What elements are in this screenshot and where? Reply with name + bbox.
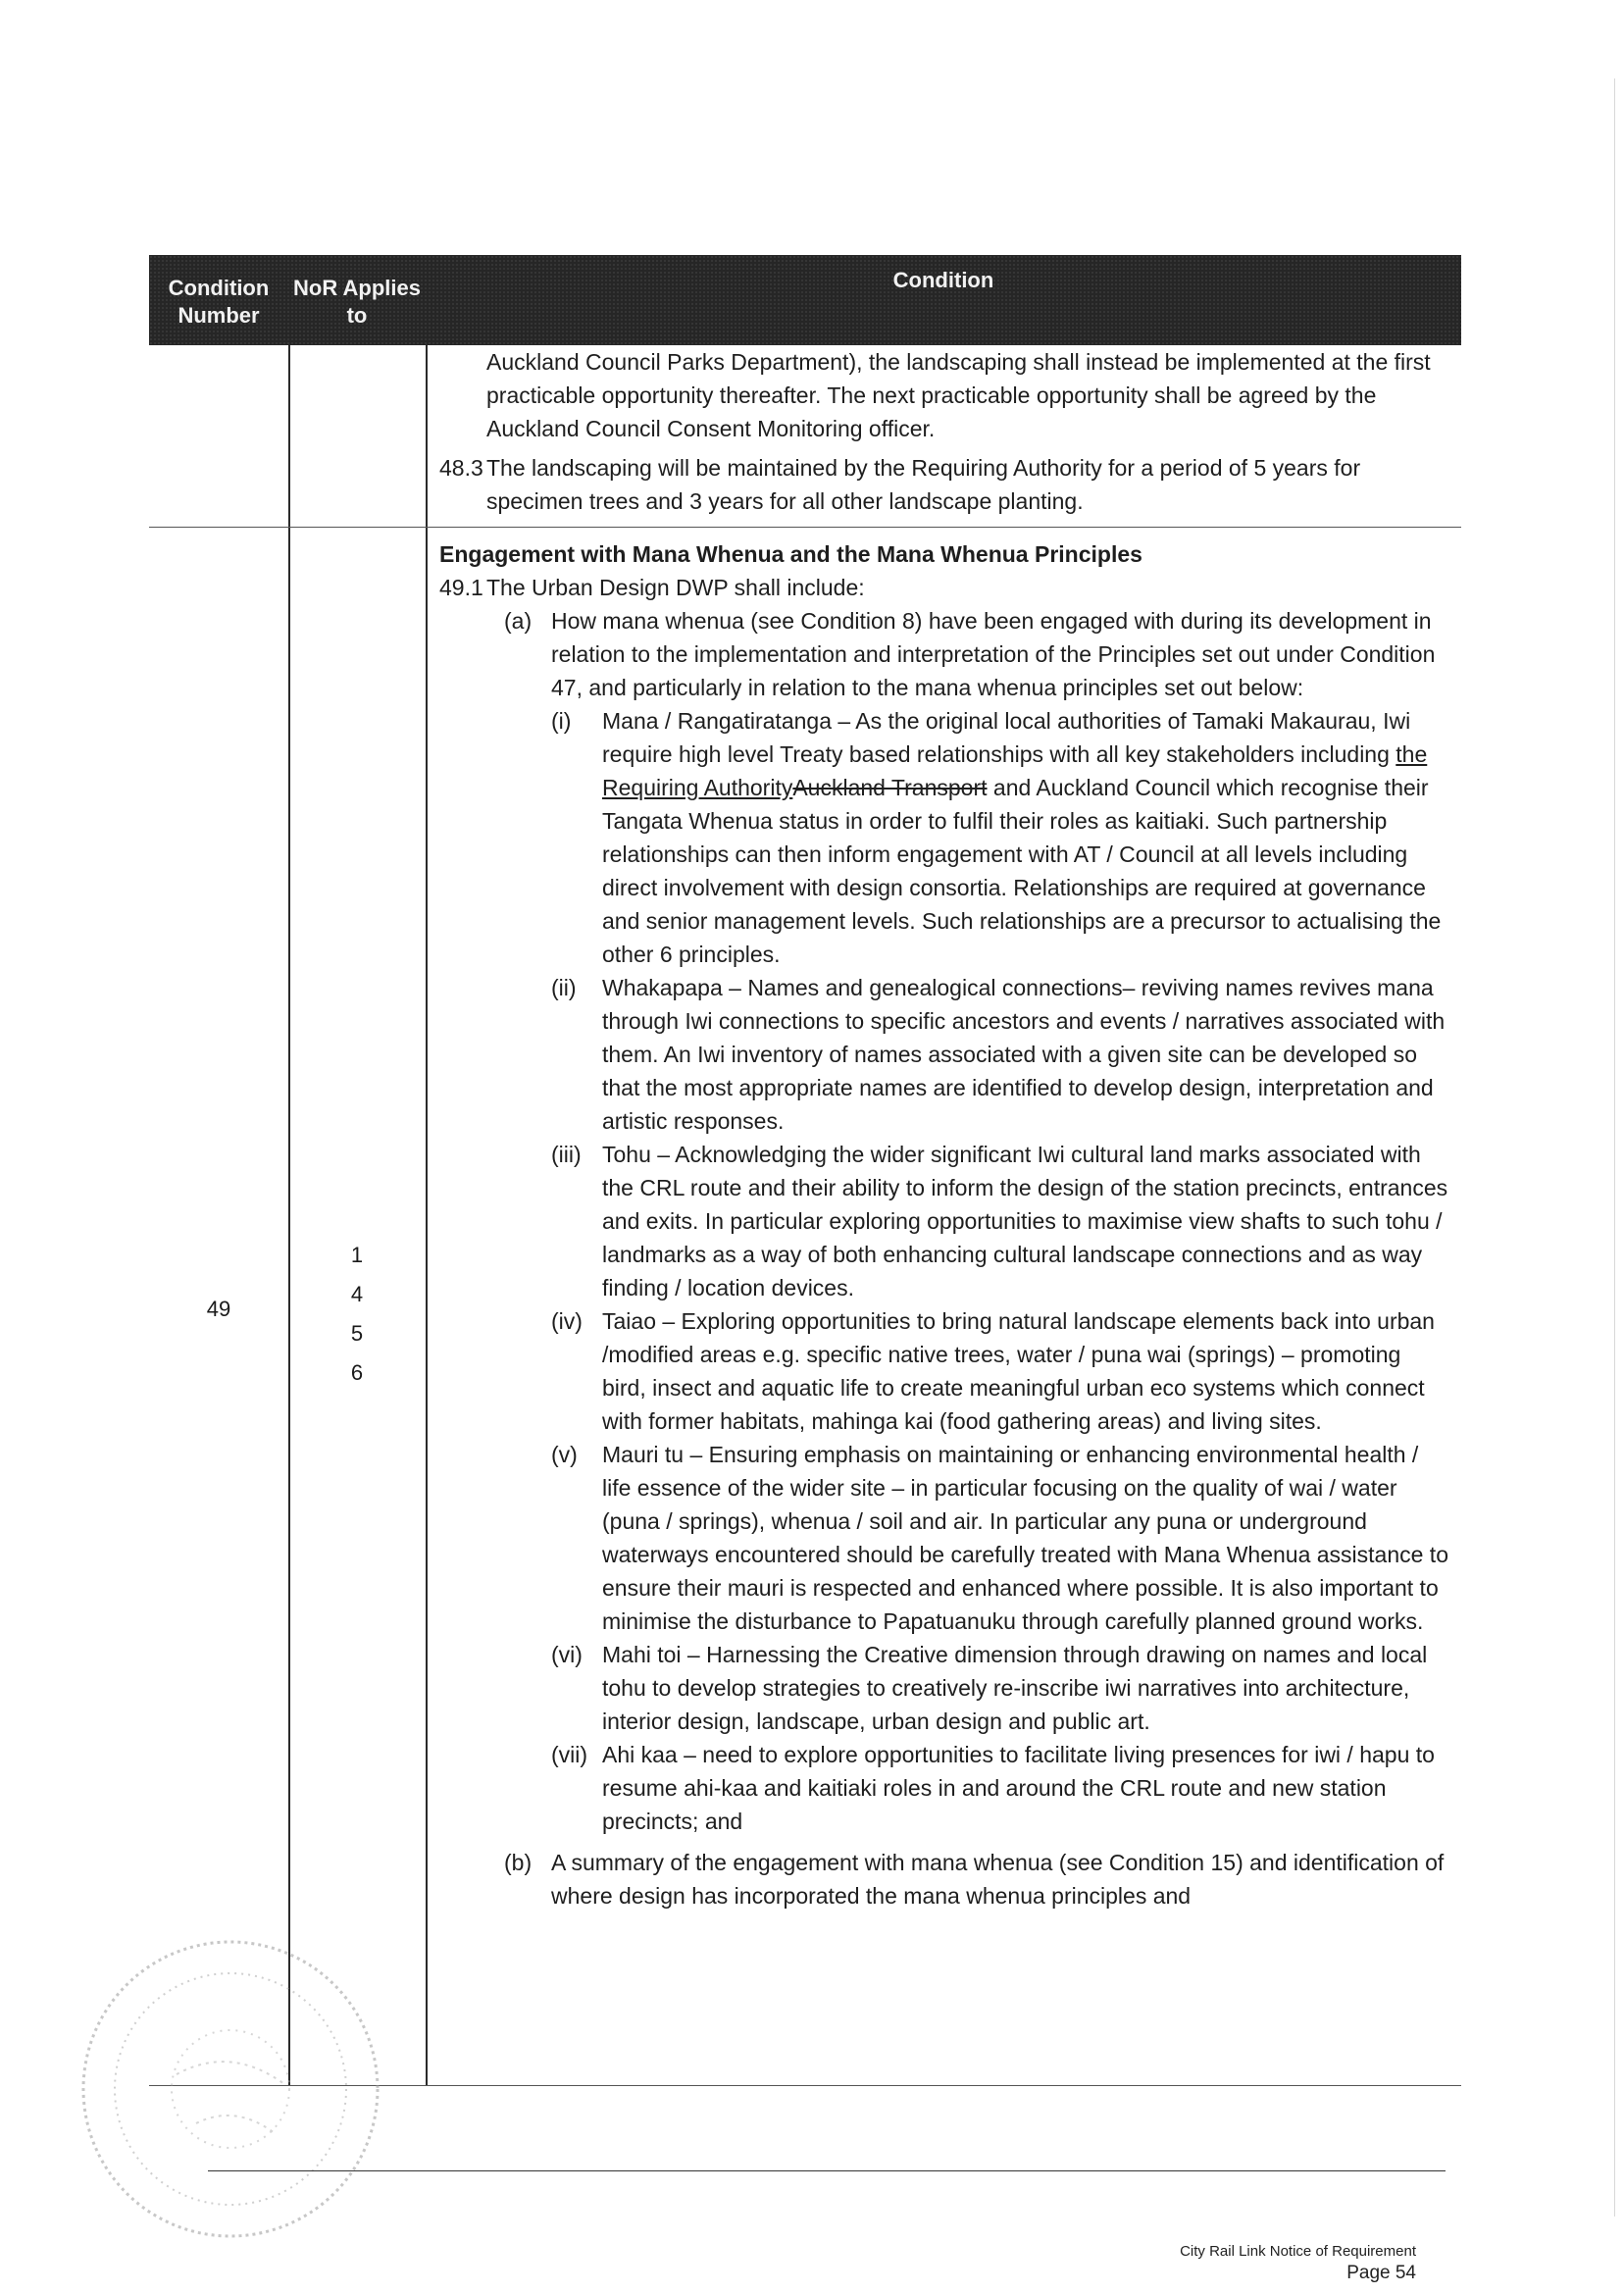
principle-label: (v)	[551, 1442, 578, 1467]
principle-text: Tohu – Acknowledging the wider significant Iwi cultural land marks associated with the CRL route and their ability to inform the design of the station precincts, entrances and exits. In particular exploring opportunities to maximise view shafts to such tohu / landmarks as a way of both enhancing cultural landscape connections and as way finding / location devices.	[602, 1142, 1448, 1300]
principle-label: (iv)	[551, 1308, 583, 1334]
principle-label: (vi)	[551, 1642, 583, 1667]
sub-clause-label: (b)	[504, 1850, 533, 1875]
header-nor-applies-to: NoR Applies to	[293, 276, 421, 328]
principle-label: (i)	[551, 708, 572, 734]
principle-ii	[439, 971, 1449, 1138]
footer-rule	[208, 2170, 1446, 2171]
nor-applies-to-list	[288, 1236, 426, 1393]
nor-item: 6	[350, 1360, 364, 1385]
condition-48-continuation: Auckland Council Parks Department), the landscaping shall instead be implemented at the first practicable opportunity thereafter. The next practicable opportunity shall be agreed by the Auckland Council Consent Monitoring officer.	[486, 349, 1431, 441]
clause-text: The Urban Design DWP shall include:	[486, 575, 865, 600]
principle-i	[439, 704, 1449, 971]
clause-text: The landscaping will be maintained by the Requiring Authority for a period of 5 years for specimen trees and 3 years for all other landscape planting.	[486, 455, 1361, 514]
page-number: Page 54	[1346, 2263, 1416, 2283]
principle-text-continued: and Auckland Council which recognise their Tangata Whenua status in order to fulfil their roles as kaitiaki. Such partnership relationships can then inform engagement with AT / Council at all levels including direct involvement with design consortia. Relationships are required at governance and senior management levels. Such relationships are a precursor to actualising the other 6 principles.	[602, 775, 1442, 967]
sub-clause-text: A summary of the engagement with mana whenua (see Condition 15) and identification of where design has incorporated the mana whenua principles and	[551, 1850, 1445, 1909]
principle-text: Mauri tu – Ensuring emphasis on maintaining or enhancing environmental health / life essence of the wider site – in particular focusing on the quality of wai / water (puna / springs), whenua / soil and air. In particular any puna or underground waterways encountered should be carefully treated with Mana Whenua assistance to ensure their mauri is respected and enhanced where possible. It is also important to minimise the disturbance to Papatuanuku through carefully planned ground works.	[602, 1442, 1448, 1634]
column-divider	[426, 345, 428, 2086]
nor-item: 5	[350, 1321, 364, 1346]
principle-iv	[439, 1304, 1449, 1438]
table-header	[149, 255, 1461, 345]
inserted-text: the Requiring Authority	[602, 741, 1428, 800]
condition-49-heading: Engagement with Mana Whenua and the Mana Whenua Principles	[439, 541, 1142, 567]
nor-item: 1	[350, 1243, 364, 1267]
clause-49-1	[439, 571, 1449, 604]
sub-clause-a	[439, 604, 1449, 704]
principle-text: Mana / Rangatiratanga – As the original local authorities of Tamaki Makaurau, Iwi require high level Treaty based relationships with all key stakeholders including	[602, 708, 1411, 767]
conditions-table	[149, 255, 1461, 2086]
principle-label: (iii)	[551, 1142, 582, 1167]
principle-label: (vii)	[551, 1742, 588, 1767]
principle-label: (ii)	[551, 975, 577, 1000]
clause-number: 48.3	[439, 455, 483, 481]
principle-vi	[439, 1638, 1449, 1738]
header-condition: Condition	[892, 268, 994, 292]
seal-stamp-icon	[69, 1927, 392, 2251]
row-48-content	[439, 345, 1449, 518]
clause-48-3	[439, 451, 1449, 518]
scan-edge-line	[1614, 78, 1615, 2217]
header-condition-number: Condition Number	[168, 276, 270, 328]
principle-v	[439, 1438, 1449, 1638]
principle-vii	[439, 1738, 1449, 1838]
principle-text: Mahi toi – Harnessing the Creative dimension through drawing on names and local tohu to develop strategies to creatively re-inscribe iwi narratives into architecture, interior design, landscape, urban design and public art.	[602, 1642, 1428, 1734]
footer-title: City Rail Link Notice of Requirement	[1180, 2243, 1416, 2260]
nor-item: 4	[350, 1282, 364, 1306]
sub-clause-b	[439, 1846, 1449, 1912]
condition-number-49: 49	[206, 1297, 231, 1321]
column-divider	[288, 345, 290, 2086]
principle-text: Ahi kaa – need to explore opportunities to facilitate living presences for iwi / hapu to resume ahi-kaa and kaitiaki roles in and around the CRL route and new station precincts; and	[602, 1742, 1435, 1834]
sub-clause-text: How mana whenua (see Condition 8) have been engaged with during its development in relation to the implementation and interpretation of the Principles set out under Condition 47, and particularly in relation to the mana whenua principles set out below:	[551, 608, 1436, 700]
row-divider	[149, 527, 1461, 528]
deleted-text: Auckland Transport	[792, 775, 988, 800]
row-49-content	[439, 537, 1449, 1912]
clause-number: 49.1	[439, 575, 483, 600]
sub-clause-label: (a)	[504, 608, 533, 634]
principle-text: Taiao – Exploring opportunities to bring natural landscape elements back into urban /modified areas e.g. specific native trees, water / puna wai (springs) – promoting bird, insect and aquatic life to create meaningful urban eco systems which connect with former habitats, mahinga kai (food gathering areas) and living sites.	[602, 1308, 1435, 1434]
principle-text: Whakapapa – Names and genealogical connections– reviving names revives mana through Iwi connections to specific ancestors and events / narratives associated with them. An Iwi inventory of names associated with a given site can be developed so that the most appropriate names are identified to develop design, interpretation and artistic responses.	[602, 975, 1446, 1134]
principle-iii	[439, 1138, 1449, 1304]
